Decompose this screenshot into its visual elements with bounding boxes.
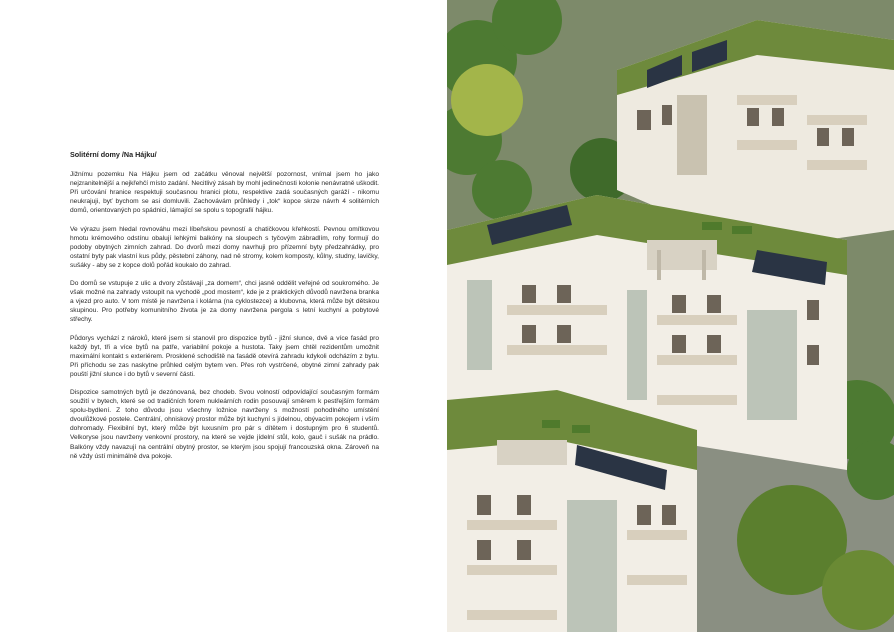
text-column (70, 150, 379, 470)
paragraph-4: Půdorys vychází z nároků, které jsem si stanovil pro dispozice bytů - jižní slunce, dvě a více fasád pro každý byt, tři a více bytů na patře, variabilní pokoje a hustota. Taky jsem chtěl rezidentům umožnit maximální kontakt s exteriérem. Prosklené schodiště na fasádě otevírá zahradu kdykoli odcházím z bytu. Při příchodu se zas naskytne průhled celým bytem ven. Přes roh vystrčené, obytné zimní zahrady pak pouští jižní slunce i do bytů v severní části. (70, 334, 379, 378)
paragraph-3: Do domů se vstupuje z ulic a dvory zůstávají „za domem“, chci jasně oddělit veřejné od soukromého. Je však možné na zahrady vstoupit na vychodě „pod mostem“, kde je z praktických důvodů navržena branka a vjezd pro auto. V tom místě je navržena i kolárna (na cyklostezce) a klubovna, která může být dětskou skupinou. Pro potřeby komunitního života je za domy navržena pergola s letní kuchyní a pobytové střechy. (70, 280, 379, 324)
architectural-render (447, 0, 894, 632)
aerial-render-icon (447, 0, 894, 632)
paragraph-5: Dispozice samotných bytů je dezónovaná, bez chodeb. Svou volností odpovídající současným formám soužití v bytech, které se od tradičních forem nukleárních rodin posouvají směrem k pestřejším formám spolu-bydlení. Z toho důvodu jsou všechny ložnice navrženy s možností pohodlného umístění dvoulůžkové postele. Centrální, ohniskový prostor může být kuchyní s jídelnou, obývacím pokojem i vším dohromady. Flexibilní byt, který může být luxusním pro pár s dítětem i dostupným pro 6 studentů. Velkoryse jsou navrženy venkovní prostory, na které se vejde jídelní stůl, kolo, gauč i sušák na prádlo. Balkóny vždy navazují na centrální obytný prostor, se kterým jsou spojují francouzská okna. Zároveň na ně vždy ústí minimálně dva pokoje. (70, 388, 379, 460)
paragraph-2: Ve výrazu jsem hledal rovnováhu mezi líbeňskou pevností a chatičkovou křehkostí. Pevnou omítkovou hmotu krémového odstínu obalují lehkými balkóny na sloupech s tyčovým zábradlím, rohy formují do podoby obytných zimních zahrad. Do dvorů mezi domy navrhuji pro přízemní byty předzahrádky, pro ostatní byty pak vlastní kus půdy, pěstební záhony, nad ně stromy, kolem komposty, kůlny, studny, lavičky, sušáky - aby se z kopce dolů pořád koukalo do zahrad. (70, 225, 379, 269)
paragraph-1: Jižnímu pozemku Na Hájku jsem od začátku věnoval největší pozornost, vnímal jsem ho jako nejzranitelnější a nejkřehčí místo zadání. Necitlivý zásah by mohl jedinečnosti kolonie nenávratně uškodit. Při určování hranice respektuji současnou hranici plotu, respektive zadá současných garáží - nikomu neukrajuji, byť bychom se asi domluvili. Zachovávám průhledy i „tok“ kopce skrze návrh 4 solitérních domů, orientovaných po spádnici, lámající se spolu s topografií hájku. (70, 171, 379, 215)
section-heading: Solitérní domy /Na Hájku/ (70, 150, 157, 159)
